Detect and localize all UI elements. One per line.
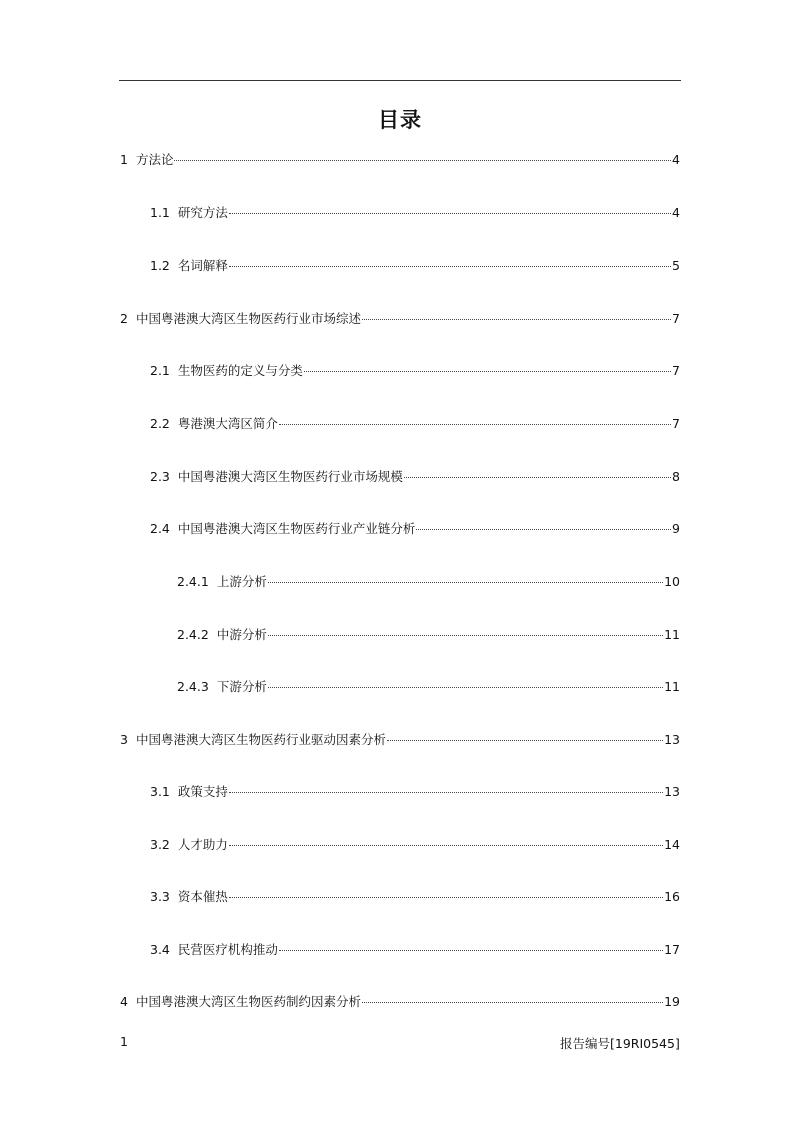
toc-entry[interactable]	[177, 678, 680, 696]
toc-entry-page: 19	[664, 994, 680, 1009]
toc-entry-number: 4	[120, 994, 128, 1009]
toc-leader-dots	[362, 1002, 663, 1003]
toc-entry-page: 7	[672, 311, 680, 326]
toc-entry[interactable]	[150, 362, 680, 380]
toc-entry-page: 4	[672, 205, 680, 220]
toc-entry-number: 2	[120, 311, 128, 326]
toc-entry[interactable]	[150, 941, 680, 959]
toc-entry-page: 17	[664, 942, 680, 957]
toc-leader-dots	[229, 213, 671, 214]
toc-entry-title: 民营医疗机构推动	[177, 942, 278, 957]
toc-entry-title: 名词解释	[177, 258, 228, 273]
toc-entry-page: 4	[672, 152, 680, 167]
toc-leader-dots	[268, 687, 663, 688]
toc-entry-number: 2.4	[150, 521, 170, 536]
toc-entry-page: 8	[672, 469, 680, 484]
toc-entry-title: 中国粤港澳大湾区生物医药行业市场综述	[135, 311, 361, 326]
toc-entry[interactable]	[150, 888, 680, 906]
toc-leader-dots	[229, 792, 663, 793]
toc-entry-title: 人才助力	[177, 837, 228, 852]
toc-entry[interactable]	[150, 204, 680, 222]
toc-entry-page: 7	[672, 416, 680, 431]
toc-leader-dots	[174, 160, 671, 161]
toc-entry[interactable]	[120, 151, 680, 169]
toc-entry[interactable]	[120, 310, 680, 328]
page-title: 目录	[378, 108, 422, 132]
toc-entry-page: 10	[664, 574, 680, 589]
toc-leader-dots	[404, 477, 671, 478]
toc-entry-page: 13	[664, 732, 680, 747]
toc-entry[interactable]	[150, 257, 680, 275]
toc-entry-number: 3.4	[150, 942, 170, 957]
toc-leader-dots	[387, 740, 663, 741]
toc-entry-title: 中国粤港澳大湾区生物医药行业市场规模	[177, 469, 403, 484]
toc-entry-title: 中国粤港澳大湾区生物医药行业产业链分析	[177, 521, 416, 536]
toc-leader-dots	[279, 950, 663, 951]
toc-entry-number: 1	[120, 152, 128, 167]
toc-entry[interactable]	[177, 573, 680, 591]
toc-entry-number: 3.2	[150, 837, 170, 852]
toc-entry-number: 2.1	[150, 363, 170, 378]
toc-entry-page: 9	[672, 521, 680, 536]
toc-entry-page: 5	[672, 258, 680, 273]
toc-leader-dots	[229, 845, 663, 846]
toc-leader-dots	[304, 371, 671, 372]
toc-leader-dots	[229, 266, 671, 267]
toc-entry-title: 研究方法	[177, 205, 228, 220]
toc-entry-title: 资本催热	[177, 889, 228, 904]
toc-entry-number: 3.3	[150, 889, 170, 904]
toc-entry-page: 11	[664, 627, 680, 642]
toc-leader-dots	[229, 897, 663, 898]
toc-leader-dots	[268, 635, 663, 636]
toc-entry-number: 3	[120, 732, 128, 747]
toc-entry[interactable]	[177, 626, 680, 644]
toc-leader-dots	[362, 319, 671, 320]
toc-entry-page: 13	[664, 784, 680, 799]
toc-entry-title: 生物医药的定义与分类	[177, 363, 303, 378]
toc-leader-dots	[279, 424, 671, 425]
toc-entry[interactable]	[120, 993, 680, 1011]
toc-entry-title: 中游分析	[216, 627, 267, 642]
toc-entry[interactable]	[150, 415, 680, 433]
toc-entry-title: 方法论	[135, 152, 174, 167]
toc-entry-title: 中国粤港澳大湾区生物医药行业驱动因素分析	[135, 732, 386, 747]
toc-entry-title: 中国粤港澳大湾区生物医药制约因素分析	[135, 994, 361, 1009]
toc-entry-number: 1.2	[150, 258, 170, 273]
toc-entry[interactable]	[150, 783, 680, 801]
toc-entry[interactable]	[150, 836, 680, 854]
toc-entry-number: 2.4.2	[177, 627, 209, 642]
toc-entry-page: 7	[672, 363, 680, 378]
toc-entry-number: 2.4.1	[177, 574, 209, 589]
toc-entry-title: 上游分析	[216, 574, 267, 589]
toc-entry-title: 粤港澳大湾区简介	[177, 416, 278, 431]
toc-entry-page: 14	[664, 837, 680, 852]
toc-leader-dots	[268, 582, 663, 583]
toc-entry-number: 2.3	[150, 469, 170, 484]
toc-entry-title: 政策支持	[177, 784, 228, 799]
toc-entry[interactable]	[120, 731, 680, 749]
toc-leader-dots	[416, 529, 671, 530]
toc-entry-number: 2.4.3	[177, 679, 209, 694]
toc-entry-page: 16	[664, 889, 680, 904]
toc-entry[interactable]	[150, 520, 680, 538]
footer-report-id: 报告编号[19RI0545]	[560, 1036, 680, 1051]
toc-entry-number: 2.2	[150, 416, 170, 431]
toc-entry-title: 下游分析	[216, 679, 267, 694]
footer-page-number: 1	[120, 1034, 128, 1049]
toc-entry-number: 3.1	[150, 784, 170, 799]
toc-entry-page: 11	[664, 679, 680, 694]
toc-entry[interactable]	[150, 468, 680, 486]
toc-entry-number: 1.1	[150, 205, 170, 220]
